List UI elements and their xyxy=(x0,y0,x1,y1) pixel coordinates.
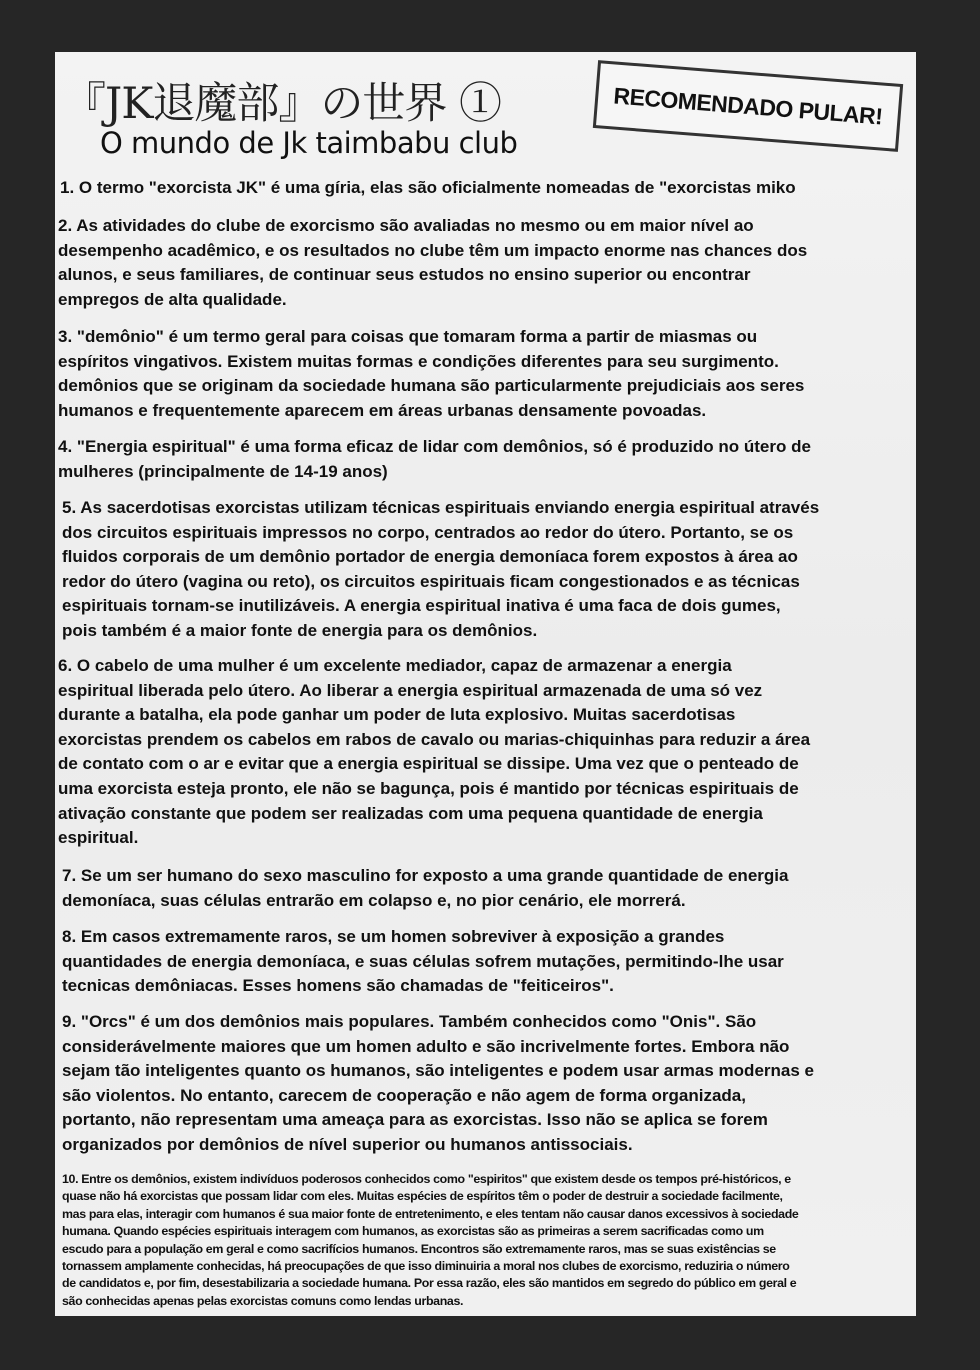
paragraph-line: 3. "demônio" é um termo geral para coisas que tomaram forma a partir de miasmas ou xyxy=(58,327,758,346)
paragraph-line: empregos de alta qualidade. xyxy=(58,289,287,309)
paragraph-line: exorcistas prendem os cabelos em rabos de cavalo ou marias-chiquinhas para reduzir a área xyxy=(58,729,811,749)
paragraph-8 xyxy=(62,925,784,999)
paragraph-line: pois também é a maior fonte de energia para os demônios. xyxy=(62,620,538,640)
paragraph-1 xyxy=(60,176,796,201)
stamp-text: RECOMENDADO PULAR! xyxy=(612,81,884,130)
paragraph-line: são conhecidas apenas pelas exorcistas comuns como lendas urbanas. xyxy=(62,1293,464,1308)
paragraph-line: redor do útero (vagina ou reto), os circuitos espirituais ficam congestionados e as técnicas xyxy=(62,571,800,591)
page-title: 『JK退魔部』の世界 ① xyxy=(63,79,502,129)
paragraph-line: humanos e frequentemente aparecem em áreas urbanas densamente povoadas. xyxy=(58,400,707,420)
paragraph-3 xyxy=(58,325,804,423)
paragraph-line: fluidos corporais de um demônio portador de energia demoníaca forem expostos à área ao xyxy=(62,547,798,567)
paragraph-line: 9. "Orcs" é um dos demônios mais populares. Também conhecidos como "Onis". São xyxy=(62,1012,757,1031)
paragraph-line: 10. Entre os demônios, existem indivíduos poderosos conhecidos como "espiritos" que existem desde os tempos pré-históricos, e xyxy=(62,1172,791,1186)
paragraph-line: uma exorcista esteja pronto, ele não se bagunça, pois é mantido por técnicas espirituais de xyxy=(58,778,799,798)
paragraph-7 xyxy=(62,864,788,913)
paragraph-line: de contato com o ar e evitar que a energia espiritual se dissipe. Uma vez que o penteado de xyxy=(58,754,799,774)
paragraph-line: 7. Se um ser humano do sexo masculino for exposto a uma grande quantidade de energia xyxy=(62,866,789,885)
paragraph-line: 5. As sacerdotisas exorcistas utilizam técnicas espirituais enviando energia espiritual através xyxy=(62,498,820,517)
paragraph-line: considerávelmente maiores que um homen adulto e são incrivelmente fortes. Embora não xyxy=(62,1036,790,1056)
paragraph-line: espiritual liberada pelo útero. Ao liberar a energia espiritual armazenada de uma só vez xyxy=(58,680,763,700)
paragraph-line: são violentos. No entanto, carecem de cooperação e não agem de forma organizada, xyxy=(62,1085,746,1105)
paragraph-6 xyxy=(58,654,810,851)
paragraph-line: espirituais tornam-se inutilizáveis. A energia espiritual inativa é uma faca de dois gumes, xyxy=(62,596,781,616)
paragraph-line: 8. Em casos extremamente raros, se um homen sobreviver à exposição a grandes xyxy=(62,927,725,946)
paragraph-line: quase não há exorcistas que possam lidar com eles. Muitas espécies de espíritos têm o poder de destruir a sociedade facilmente, xyxy=(62,1189,783,1204)
paragraph-9 xyxy=(62,1010,814,1158)
paragraph-line: 6. O cabelo de uma mulher é um excelente mediador, capaz de armazenar a energia xyxy=(58,656,732,675)
paragraph-line: mulheres (principalmente de 14-19 anos) xyxy=(58,461,388,481)
paragraph-line: humana. Quando espécies espirituais interagem com humanos, as exorcistas são as primeiras a serem sacrificadas como um xyxy=(62,1224,764,1239)
paragraph-line: portanto, não representam uma ameaça para as exorcistas. Isso não se aplica se forem xyxy=(62,1110,768,1130)
paragraph-line: alunos, e seus familiares, de continuar seus estudos no ensino superior ou encontrar xyxy=(58,265,751,285)
paragraph-10 xyxy=(62,1171,798,1310)
document-page xyxy=(55,52,916,1316)
skip-recommended-stamp xyxy=(593,60,903,152)
paragraph-line: 2. As atividades do clube de exorcismo são avaliadas no mesmo ou em maior nível ao xyxy=(58,216,754,235)
paragraph-line: 1. O termo "exorcista JK" é uma gíria, elas são oficialmente nomeadas de "exorcistas miko xyxy=(60,178,796,197)
paragraph-line: espíritos vingativos. Existem muitas formas e condições diferentes para seu surgimento. xyxy=(58,351,779,371)
paragraph-line: mas para elas, interagir com humanos é sua maior fonte de entretenimento, e eles tentam não causar danos excessivos à sociedade xyxy=(62,1206,799,1221)
paragraph-line: quantidades de energia demoníaca, e suas células sofrem mutações, permitindo-lhe usar xyxy=(62,951,784,971)
paragraph-line: sejam tão inteligentes quanto os humanos, são inteligentes e podem usar armas modernas e xyxy=(62,1061,814,1081)
paragraph-4 xyxy=(58,435,811,484)
paragraph-line: demônios que se originam da sociedade humana são particularmente prejudiciais aos seres xyxy=(58,376,805,396)
page-subtitle: O mundo de Jk taimbabu club xyxy=(100,126,518,160)
paragraph-line: durante a batalha, ela pode ganhar um poder de luta explosivo. Muitas sacerdotisas xyxy=(58,705,736,725)
paragraph-line: de candidatos e, por fim, desestabilizaria a sociedade humana. Por essa razão, eles são mantidos em segredo do público em geral e xyxy=(62,1276,797,1291)
paragraph-2 xyxy=(58,214,807,312)
paragraph-line: tornassem amplamente conhecidas, há preocupações de que isso diminuiria a moral nos clubes de exorcismo, reduziria o número xyxy=(62,1259,790,1274)
paragraph-line: demoníaca, suas células entrarão em colapso e, no pior cenário, ele morrerá. xyxy=(62,890,686,910)
paragraph-line: dos circuitos espirituais impressos no corpo, centrados ao redor do útero. Portanto, se os xyxy=(62,522,794,542)
paragraph-line: escudo para a população em geral e como sacrifícios humanos. Encontros são extremamente raros, mas se suas existências se xyxy=(62,1241,776,1256)
paragraph-line: espiritual. xyxy=(58,828,139,848)
paragraph-line: 4. "Energia espiritual" é uma forma eficaz de lidar com demônios, só é produzido no útero de xyxy=(58,437,811,456)
paragraph-line: desempenho acadêmico, e os resultados no clube têm um impacto enorme nas chances dos xyxy=(58,240,808,260)
paragraph-line: tecnicas demôniacas. Esses homens são chamadas de "feiticeiros". xyxy=(62,976,614,996)
paragraph-5 xyxy=(62,496,819,644)
paragraph-line: ativação constante que podem ser realizadas com uma pequena quantidade de energia xyxy=(58,803,763,823)
paragraph-line: organizados por demônios de nível superior ou humanos antissociais. xyxy=(62,1134,633,1154)
